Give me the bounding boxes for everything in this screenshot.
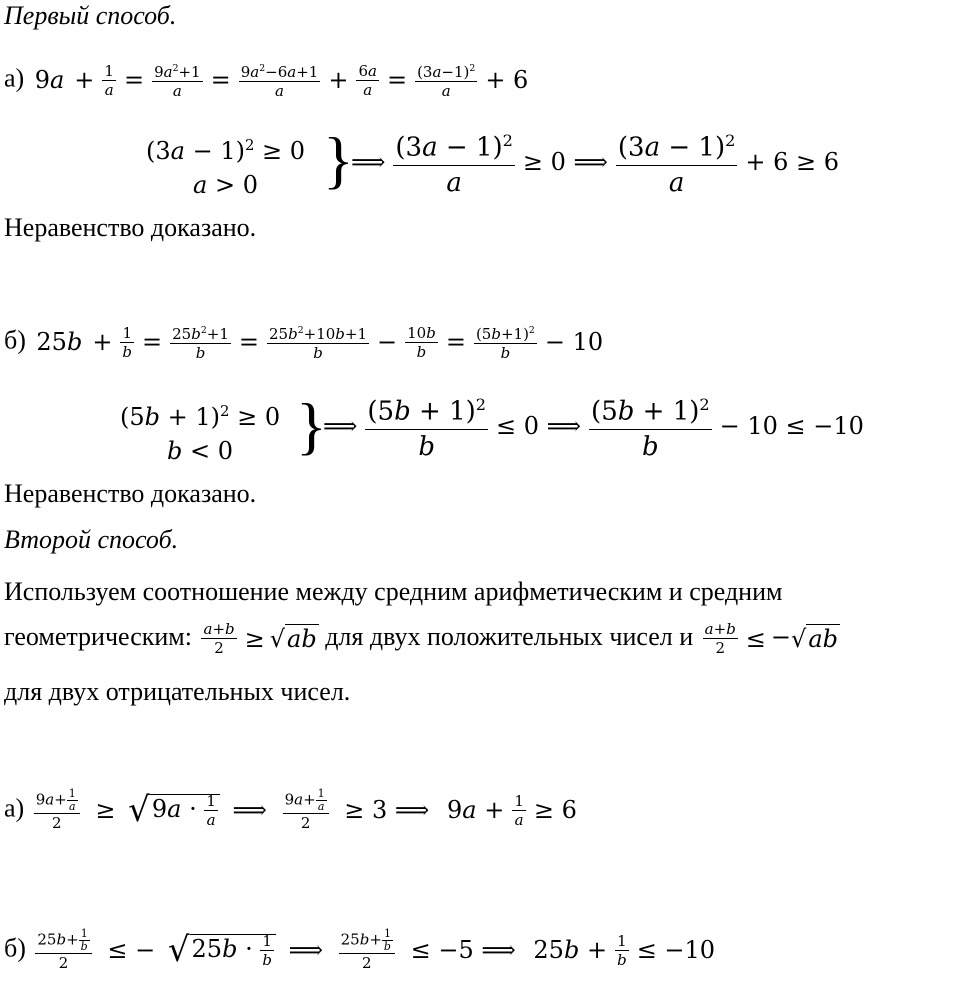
method1-b-label: б) — [4, 325, 26, 355]
method2-a-formula: а) 9a+ $\frac{1}{a}$ 2 ≥ √9a · $\frac{1}{a}$ ⟹ 9a+ $\frac{1}{a}$ 2 ≥ 3 ⟹ 9a + $\frac{1}{a}$ ≥ 6 — [4, 787, 577, 832]
method2-intro-line2: геометрическим: $\frac{a+b}{2}$ ≥ √ab для двух положительных чисел и $\frac{a+b}{2}$ ≤ −√ab — [4, 620, 838, 657]
method1-b-conditions: $(5b + 1)^2 \ge 0$ b < 0 — [120, 402, 281, 465]
method1-a-label: а) — [4, 63, 25, 93]
method1-a-chain: а) 9a + $\frac{1}{a}$ = $\frac{9a^2+1}{a}$ = $\frac{9a^2-6a+1}{a}$ + $\frac{6a}{a}$ = $\frac{(3a-1)^2}{a}$ + 6 — [4, 61, 529, 100]
method2-intro-line1: Используем соотношение между средним арифметическим и средним — [4, 577, 783, 606]
method1-b-chain: б) 25b + $\frac{1}{b}$ = $\frac{25b^2+1}{b}$ = $\frac{25b^2+10b+1}{b}$ − $\frac{10b}{b}$ = $\frac{(5b+1)^2}{b}$ − 10 — [4, 323, 604, 362]
method1-a-brace: } — [323, 124, 354, 195]
method2-intro-line3: для двух отрицательных чисел. — [4, 677, 351, 706]
method1-heading: Первый способ. — [4, 1, 177, 30]
method2-heading: Второй способ. — [4, 525, 179, 554]
method1-a-conditions: $(3a - 1)^2 \ge 0$ a > 0 — [146, 136, 306, 199]
method1-b-conclusion: Неравенство доказано. — [4, 479, 257, 508]
method1-b-results: ⟹ $\frac{(5b + 1)^2}{b}$ ≤ 0 ⟹ $\frac{(5b + 1)^2}{b}$ − 10 ≤ −10 — [318, 388, 869, 464]
method2-b-label: б) — [4, 933, 26, 963]
method2-a-label: а) — [4, 793, 25, 823]
method1-a-results: ⟹ $\frac{(3a - 1)^2}{a}$ ≥ 0 ⟹ $\frac{(3a - 1)^2}{a}$ + 6 ≥ 6 — [346, 124, 844, 200]
method2-b-formula: б) 25b+ $\frac{1}{b}$ 2 ≤ − √25b · $\frac{1}{b}$ ⟹ 25b+ $\frac{1}{b}$ 2 ≤ −5 ⟹ 25b + $\frac{1}{b}$ ≤ −10 — [4, 927, 716, 972]
method1-b-brace: } — [296, 390, 327, 461]
method1-a-conclusion: Неравенство доказано. — [4, 213, 257, 242]
